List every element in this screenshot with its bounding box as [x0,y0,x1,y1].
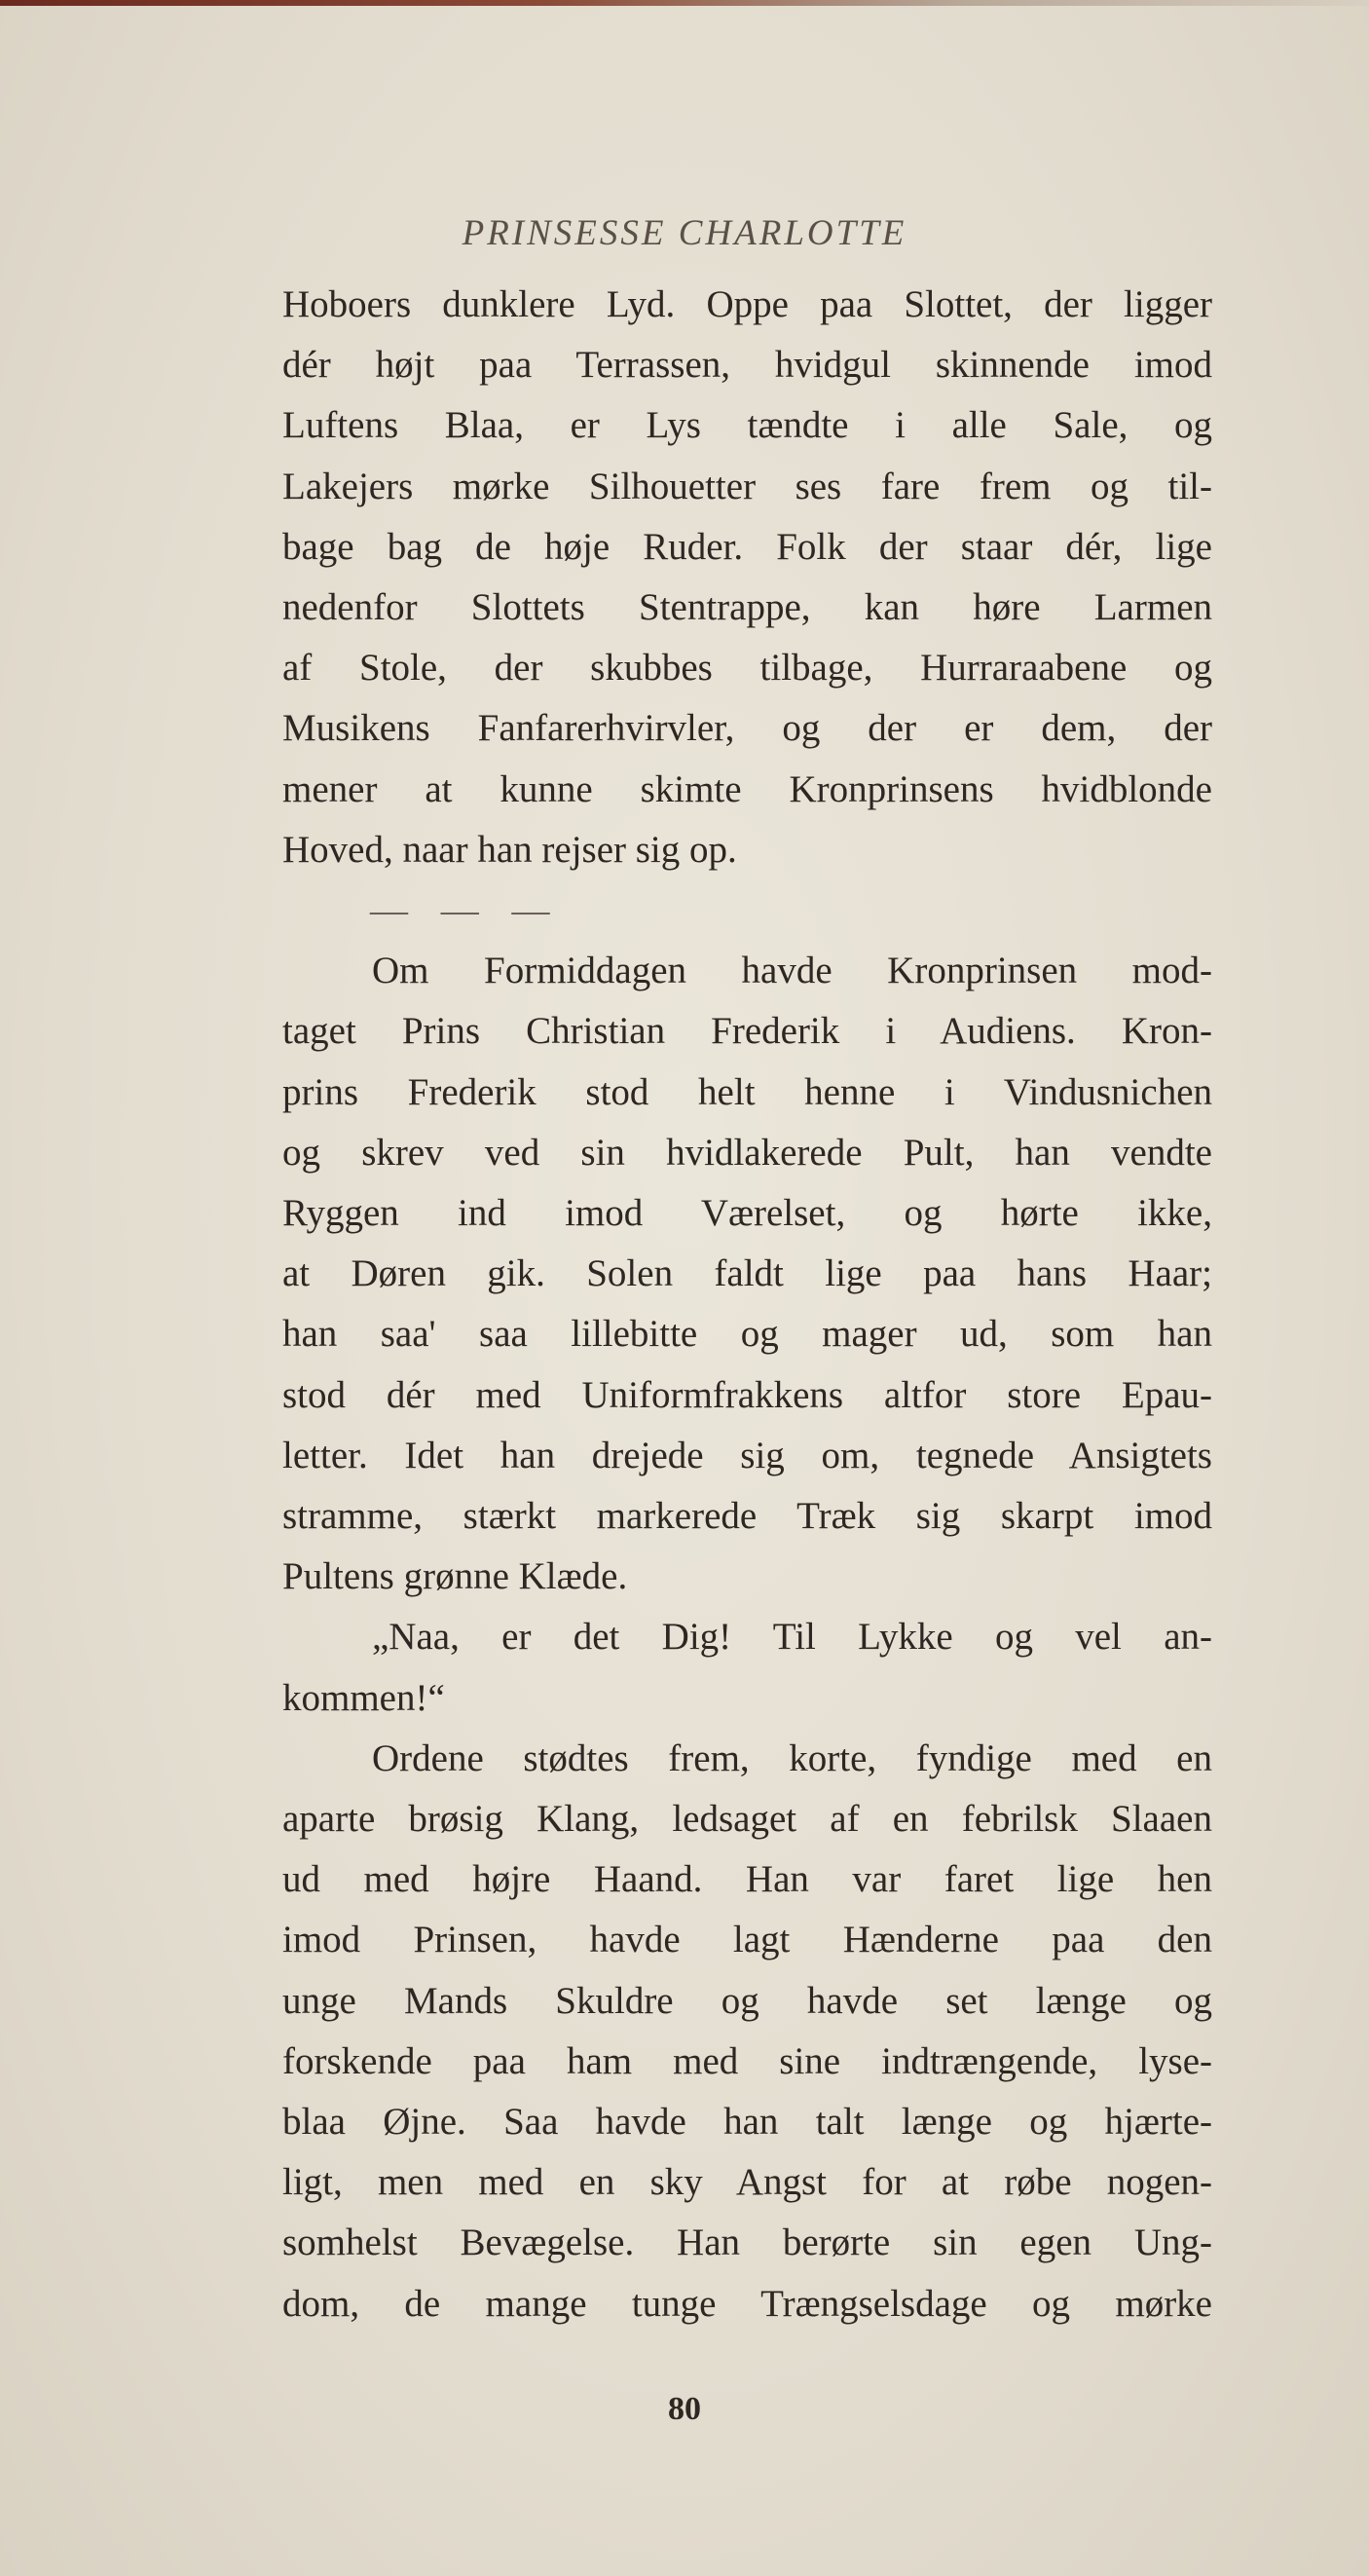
text-line: Pultens grønne Klæde. [282,1555,628,1598]
text-line: blaa Øjne. Saa havde han talt længe og hjærte- [282,2101,1212,2144]
text-line: mener at kunne skimte Kronprinsens hvidblonde [282,767,1212,810]
section-separator: — — — [370,889,562,932]
text-line: „Naa, er det Dig! Til Lykke og vel an- [372,1616,1212,1659]
text-line: kommen!“ [282,1676,445,1719]
text-line: Om Formiddagen havde Kronprinsen mod- [372,950,1212,992]
body-text [282,275,1212,2334]
text-line: af Stole, der skubbes tilbage, Hurraraabene og [282,647,1212,690]
text-line: bage bag de høje Ruder. Folk der staar dér, lige [282,525,1212,568]
page-top-edge [0,0,1369,6]
text-line: taget Prins Christian Frederik i Audiens. Kron- [282,1010,1212,1053]
text-line: Ryggen ind imod Værelset, og hørte ikke, [282,1192,1212,1235]
paragraph-2 [282,941,1212,1607]
text-line: Ordene stødtes frem, korte, fyndige med en [372,1736,1212,1779]
text-line: Luftens Blaa, er Lys tændte i alle Sale, og [282,404,1212,447]
text-line: han saa' saa lillebitte og mager ud, som han [282,1313,1212,1356]
text-line: Hoved, naar han rejser sig op. [282,828,737,871]
text-line: letter. Idet han drejede sig om, tegnede Ansigtets [282,1434,1212,1476]
text-line: dér højt paa Terrassen, hvidgul skinnende imod [282,344,1212,387]
running-head: PRINSESSE CHARLOTTE [462,213,907,253]
text-line: Lakejers mørke Silhouetter ses fare frem og til- [282,465,1212,507]
text-line: ud med højre Haand. Han var faret lige hen [282,1858,1212,1901]
text-line: stramme, stærkt markerede Træk sig skarpt imod [282,1495,1212,1538]
page-number: 80 [668,2391,701,2427]
paragraph-1 [282,275,1212,880]
text-line: imod Prinsen, havde lagt Hænderne paa den [282,1919,1212,1961]
text-line: aparte brøsig Klang, ledsaget af en febrilsk Slaaen [282,1798,1212,1841]
text-line: forskende paa ham med sine indtrængende, lyse- [282,2039,1212,2082]
text-line: dom, de mange tunge Trængselsdage og mørke [282,2282,1212,2325]
paragraph-3 [282,1607,1212,1728]
paragraph-4 [282,1729,1212,2334]
text-line: Hoboers dunklere Lyd. Oppe paa Slottet, der ligger [282,283,1212,325]
text-line: unge Mands Skuldre og havde set længe og [282,1979,1212,2022]
text-line: at Døren gik. Solen faldt lige paa hans Haar; [282,1252,1212,1295]
text-line: prins Frederik stod helt henne i Vindusnichen [282,1070,1212,1113]
text-line: somhelst Bevægelse. Han berørte sin egen Ung- [282,2221,1212,2264]
text-line: ligt, men med en sky Angst for at røbe nogen- [282,2161,1212,2204]
text-line: Musikens Fanfarerhvirvler, og der er dem, der [282,707,1212,750]
text-line: og skrev ved sin hvidlakerede Pult, han vendte [282,1131,1212,1174]
text-line: nedenfor Slottets Stentrappe, kan høre Larmen [282,586,1212,629]
text-line: stod dér med Uniformfrakkens altfor store Epau- [282,1373,1212,1416]
